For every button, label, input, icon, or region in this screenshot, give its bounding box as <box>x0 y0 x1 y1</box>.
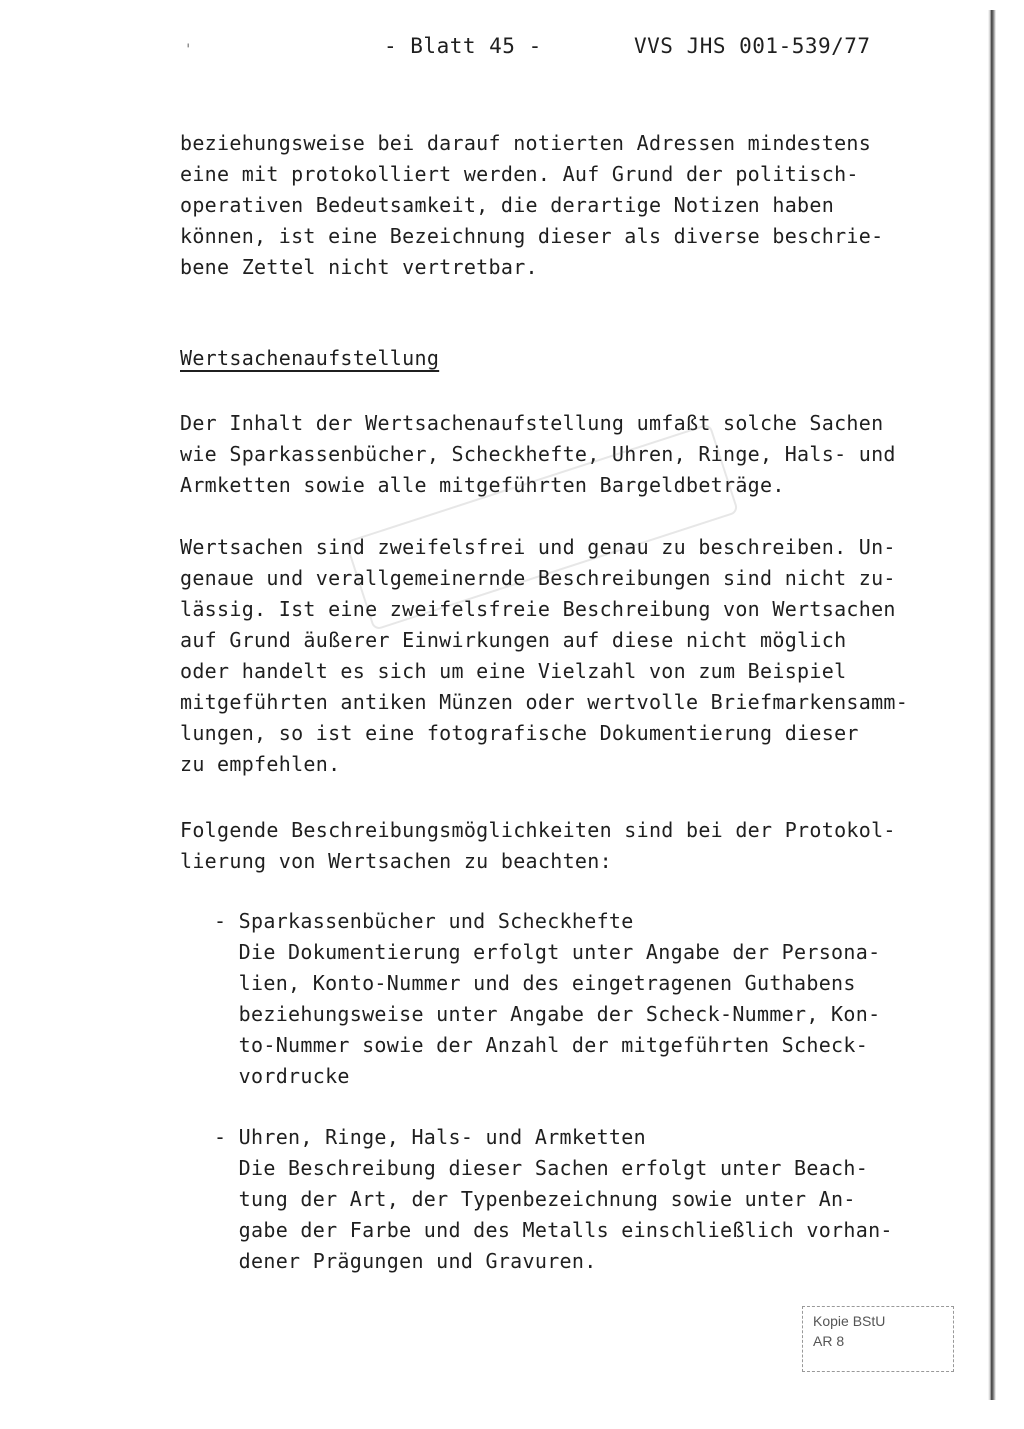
scan-edge-shadow <box>988 10 996 1400</box>
document-reference: VVS JHS 001-539/77 <box>634 34 871 58</box>
list-item-watches-rings: - Uhren, Ringe, Hals- und Armketten Die Beschreibung dieser Sachen erfolgt unter Beach- tung der Art, der Typenbezeichnung sowie unter An- gabe der Farbe und des Metalls einschließlich vorhan- dener Prägungen und Gravuren. <box>214 1125 893 1273</box>
sheet-number: - Blatt 45 - <box>384 34 542 58</box>
section-heading: Wertsachenaufstellung <box>180 346 440 370</box>
stamp-line-2: AR 8 <box>813 1333 845 1349</box>
intro-paragraph: beziehungsweise bei darauf notierten Adressen mindestens eine mit protokolliert werden. Auf Grund der politisch- operativen Bedeutsamkeit, die derartige Notizen haben können, ist eine Bezeichnung dieser als diverse beschrie- bene Zettel nicht vertretbar. <box>180 131 884 279</box>
paragraph-description-options: Folgende Beschreibungsmöglichkeiten sind bei der Protokol- lierung von Wertsachen zu beachten: <box>180 818 896 873</box>
margin-mark: ' <box>184 42 193 58</box>
paragraph-contents: Der Inhalt der Wertsachenaufstellung umfaßt solche Sachen wie Sparkassenbücher, Scheckhefte, Uhren, Ringe, Hals- und Armketten sowie alle mitgeführten Bargeldbeträge. <box>180 411 896 497</box>
stamp-line-1: Kopie BStU <box>813 1313 886 1329</box>
archive-stamp <box>802 1306 954 1372</box>
list-item-savings-books: - Sparkassenbücher und Scheckhefte Die Dokumentierung erfolgt unter Angabe der Persona- lien, Konto-Nummer und des eingetragenen Guthabens beziehungsweise unter Angabe der Scheck-Nummer, Kon- to-Nummer sowie der Anzahl der mitgeführten Scheck- vordrucke <box>214 909 881 1088</box>
paragraph-description-rules: Wertsachen sind zweifelsfrei und genau zu beschreiben. Un- genaue und verallgemeinernde Beschreibungen sind nicht zu- lässig. Ist eine zweifelsfreie Beschreibung von Wertsachen auf Grund äußerer Einwirkungen auf diese nicht möglich oder handelt es sich um eine Vielzahl von zum Beispiel mitgeführten antiken Münzen oder wertvolle Briefmarkensamm- lungen, so ist eine fotografische Dokumentierung dieser zu empfehlen. <box>180 535 909 776</box>
